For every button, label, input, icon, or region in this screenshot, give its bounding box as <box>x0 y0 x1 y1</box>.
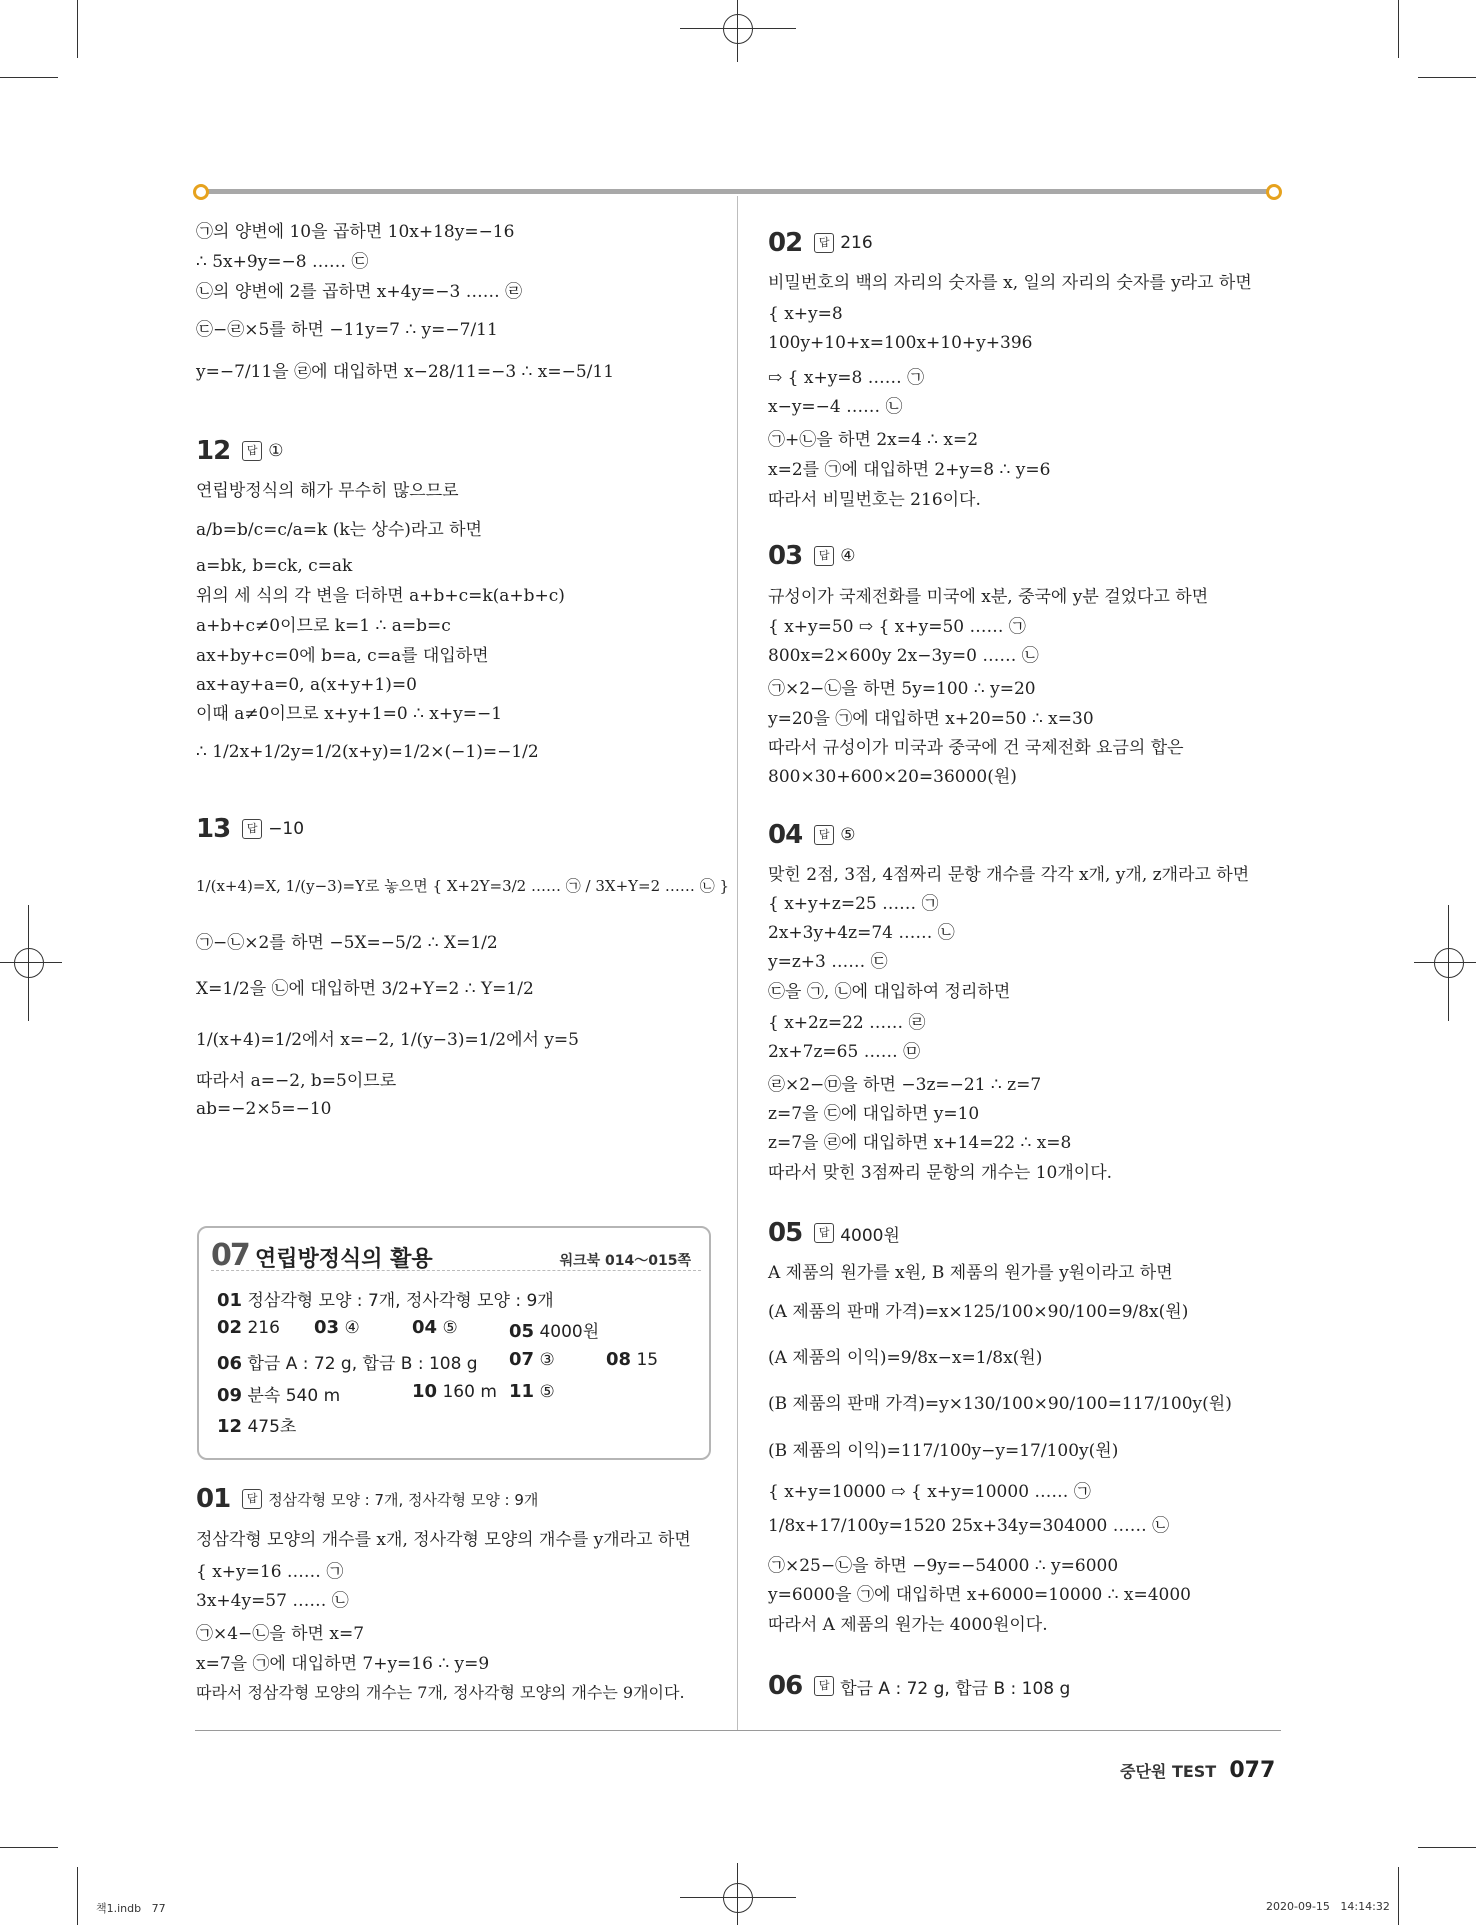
question-number: 12 <box>196 436 231 466</box>
text-line: a=bk, b=ck, c=ak <box>196 556 353 576</box>
text-line: ㉠×2−㉡을 하면 5y=100 ∴ y=20 <box>768 679 1036 699</box>
text-line: { x+y=10000 ⇨ { x+y=10000 …… ㉠ <box>768 1482 1091 1502</box>
question-header <box>768 1218 900 1248</box>
item-answer: ③ <box>539 1350 555 1370</box>
question-number: 06 <box>768 1671 803 1701</box>
item-number: 03 <box>314 1317 340 1338</box>
question-header <box>196 814 304 844</box>
registration-mark <box>723 14 753 44</box>
summary-row <box>217 1286 554 1311</box>
text-line: ∴ 1/2x+1/2y=1/2(x+y)=1/2×(−1)=−1/2 <box>196 742 539 762</box>
text-line: ㉠×4−㉡을 하면 x=7 <box>196 1624 365 1644</box>
text-line: 100y+10+x=100x+10+y+396 <box>768 333 1033 353</box>
question-number: 13 <box>196 814 231 844</box>
answer-badge-icon: 답 <box>814 825 834 845</box>
answer-badge-icon: 답 <box>814 233 834 253</box>
text-line: y=20을 ㉠에 대입하면 x+20=50 ∴ x=30 <box>768 709 1094 729</box>
item-answer: ④ <box>344 1318 360 1338</box>
item-number: 12 <box>217 1416 243 1437</box>
text-line: (B 제품의 판매 가격)=y×130/100×90/100=117/100y(원) <box>768 1394 1232 1414</box>
summary-box-header <box>211 1238 701 1271</box>
crop-mark <box>0 77 58 78</box>
text-line: ㉡의 양변에 2를 곱하면 x+4y=−3 …… ㉣ <box>196 282 523 302</box>
item-answer: 합금 A : 72 g, 합금 B : 108 g <box>247 1354 478 1374</box>
text-line: 2x+7z=65 …… ㉤ <box>768 1042 921 1062</box>
text-line: ㉠의 양변에 10을 곱하면 10x+18y=−16 <box>196 222 515 242</box>
text-line: 2x+3y+4z=74 …… ㉡ <box>768 923 955 943</box>
answer-badge-icon: 답 <box>814 546 834 566</box>
text-line: a+b+c≠0이므로 k=1 ∴ a=b=c <box>196 616 451 636</box>
page-footer <box>1120 1758 1275 1783</box>
summary-row <box>217 1412 296 1437</box>
text-line: 이때 a≠0이므로 x+y+1=0 ∴ x+y=−1 <box>196 704 503 724</box>
crop-mark <box>1398 1867 1399 1925</box>
answer-badge-icon: 답 <box>242 819 262 839</box>
question-header <box>768 541 855 571</box>
item-answer: 160 m <box>442 1382 497 1402</box>
text-line: 따라서 a=−2, b=5이므로 <box>196 1071 397 1091</box>
header-bar <box>203 189 1273 194</box>
registration-mark <box>28 905 29 1021</box>
item-answer: ⑤ <box>539 1382 555 1402</box>
item-number: 02 <box>217 1317 243 1338</box>
text-line: 따라서 정삼각형 모양의 개수는 7개, 정사각형 모양의 개수는 9개이다. <box>196 1683 685 1702</box>
text-line: x−y=−4 …… ㉡ <box>768 397 903 417</box>
summary-box <box>197 1226 711 1460</box>
summary-row <box>217 1381 340 1406</box>
summary-row <box>217 1317 280 1338</box>
text-line: { x+y=16 …… ㉠ <box>196 1562 344 1582</box>
crop-mark <box>1398 0 1399 58</box>
answer-badge-icon: 답 <box>814 1223 834 1243</box>
text-line: ax+ay+a=0, a(x+y+1)=0 <box>196 675 417 695</box>
item-answer: 분속 540 m <box>247 1386 341 1406</box>
text-line: (A 제품의 판매 가격)=x×125/100×90/100=9/8x(원) <box>768 1302 1189 1322</box>
item-answer: 4000원 <box>539 1322 600 1342</box>
registration-mark <box>737 0 738 62</box>
text-line: y=−7/11을 ㉣에 대입하면 x−28/11=−3 ∴ x=−5/11 <box>196 362 615 382</box>
item-answer: ⑤ <box>442 1318 458 1338</box>
header-bar-dot-right <box>1266 184 1282 200</box>
text-line: ax+by+c=0에 b=a, c=a를 대입하면 <box>196 646 489 666</box>
text-line: x=7을 ㉠에 대입하면 7+y=16 ∴ y=9 <box>196 1654 490 1674</box>
registration-mark <box>680 28 796 29</box>
text-line: 규성이가 국제전화를 미국에 x분, 중국에 y분 걸었다고 하면 <box>768 587 1209 607</box>
text-line: 위의 세 식의 각 변을 더하면 a+b+c=k(a+b+c) <box>196 586 565 606</box>
crop-mark <box>77 0 78 58</box>
question-number: 04 <box>768 820 803 850</box>
answer-badge-icon: 답 <box>814 1676 834 1696</box>
text-line: { x+2z=22 …… ㉣ <box>768 1013 926 1033</box>
item-number: 10 <box>412 1381 438 1402</box>
bottom-rule <box>195 1730 1281 1731</box>
text-line: 정삼각형 모양의 개수를 x개, 정사각형 모양의 개수를 y개라고 하면 <box>196 1530 691 1550</box>
footer-label: 중단원 TEST <box>1120 1762 1217 1781</box>
column-divider <box>737 196 738 1730</box>
summary-row <box>606 1349 658 1370</box>
text-line: z=7을 ㉣에 대입하면 x+14=22 ∴ x=8 <box>768 1133 1072 1153</box>
item-answer: 216 <box>247 1318 280 1338</box>
text-line: 1/(x+4)=1/2에서 x=−2, 1/(y−3)=1/2에서 y=5 <box>196 1030 579 1050</box>
workbook-reference: 워크북 014～015쪽 <box>559 1253 691 1269</box>
text-line: 1/8x+17/100y=1520 25x+34y=304000 …… ㉡ <box>768 1516 1170 1536</box>
item-number: 09 <box>217 1385 243 1406</box>
text-line: ⇨ { x+y=8 …… ㉠ <box>768 368 925 388</box>
item-answer: 15 <box>636 1350 659 1370</box>
summary-row <box>217 1349 478 1374</box>
question-number: 01 <box>196 1484 231 1514</box>
text-line: { x+y=8 <box>768 304 843 324</box>
text-line: ∴ 5x+9y=−8 …… ㉢ <box>196 252 369 272</box>
answer-text: 정삼각형 모양 : 7개, 정사각형 모양 : 9개 <box>268 1490 539 1509</box>
answer-text: ⑤ <box>840 825 856 845</box>
text-line: 비밀번호의 백의 자리의 숫자를 x, 일의 자리의 숫자를 y라고 하면 <box>768 273 1252 293</box>
crop-mark <box>1418 77 1476 78</box>
registration-mark <box>1448 905 1449 1021</box>
answer-badge-icon: 답 <box>242 1489 262 1509</box>
item-number: 01 <box>217 1290 243 1311</box>
text-line: 맞힌 2점, 3점, 4점짜리 문항 개수를 각각 x개, y개, z개라고 하면 <box>768 865 1250 885</box>
text-line: A 제품의 원가를 x원, B 제품의 원가를 y원이라고 하면 <box>768 1263 1173 1283</box>
header-bar-dot-left <box>193 184 209 200</box>
question-header <box>768 820 855 850</box>
text-line: ㉠×25−㉡을 하면 −9y=−54000 ∴ y=6000 <box>768 1556 1119 1576</box>
answer-text: −10 <box>268 819 305 839</box>
summary-row <box>509 1349 555 1370</box>
answer-text: 4000원 <box>840 1225 900 1246</box>
text-line: a/b=b/c=c/a=k (k는 상수)라고 하면 <box>196 520 483 540</box>
registration-mark <box>723 1883 753 1913</box>
text-line: 800x=2×600y 2x−3y=0 …… ㉡ <box>768 646 1039 666</box>
question-number: 05 <box>768 1218 803 1248</box>
text-line: z=7을 ㉢에 대입하면 y=10 <box>768 1104 980 1124</box>
print-datetime: 2020-09-15 14:14:32 <box>1266 1900 1390 1913</box>
section-title: 연립방정식의 활용 <box>255 1247 433 1272</box>
text-line: 3x+4y=57 …… ㉡ <box>196 1591 349 1611</box>
text-line: 800×30+600×20=36000(원) <box>768 767 1017 787</box>
registration-mark <box>737 1863 738 1925</box>
text-line: (B 제품의 이익)=117/100y−y=17/100y(원) <box>768 1441 1119 1461</box>
question-number: 02 <box>768 228 803 258</box>
summary-row <box>509 1317 599 1342</box>
text-line: ㉠+㉡을 하면 2x=4 ∴ x=2 <box>768 430 979 450</box>
item-number: 08 <box>606 1349 632 1370</box>
text-line: ㉢을 ㉠, ㉡에 대입하여 정리하면 <box>768 982 1011 1002</box>
summary-row <box>412 1317 458 1338</box>
section-number: 07 <box>211 1238 249 1273</box>
item-number: 06 <box>217 1353 243 1374</box>
text-line: { x+y=50 ⇨ { x+y=50 …… ㉠ <box>768 617 1026 637</box>
text-line: (A 제품의 이익)=9/8x−x=1/8x(원) <box>768 1348 1043 1368</box>
crop-mark <box>1418 1847 1476 1848</box>
question-header <box>768 228 873 258</box>
text-line: ㉠−㉡×2를 하면 −5X=−5/2 ∴ X=1/2 <box>196 933 498 953</box>
text-line: ㉢−㉣×5를 하면 −11y=7 ∴ y=−7/11 <box>196 320 498 340</box>
summary-row <box>314 1317 360 1338</box>
text-line: 1/(x+4)=X, 1/(y−3)=Y로 놓으면 { X+2Y=3/2 …… ㉠ / 3X+Y=2 …… ㉡ } <box>196 877 730 895</box>
registration-mark <box>14 948 44 978</box>
text-line: ab=−2×5=−10 <box>196 1099 332 1119</box>
text-line: 따라서 규성이가 미국과 중국에 건 국제전화 요금의 합은 <box>768 738 1184 758</box>
registration-mark <box>1414 962 1476 963</box>
question-header <box>196 436 283 466</box>
question-header <box>196 1484 538 1514</box>
registration-mark <box>680 1897 796 1898</box>
crop-mark <box>0 1847 58 1848</box>
answer-badge-icon: 답 <box>242 441 262 461</box>
text-line: X=1/2을 ㉡에 대입하면 3/2+Y=2 ∴ Y=1/2 <box>196 979 534 999</box>
text-line: 따라서 비밀번호는 216이다. <box>768 490 981 510</box>
text-line: 따라서 A 제품의 원가는 4000원이다. <box>768 1615 1048 1635</box>
item-number: 07 <box>509 1349 535 1370</box>
question-header <box>768 1671 1070 1701</box>
summary-row <box>509 1381 555 1402</box>
text-line: ㉣×2−㉤을 하면 −3z=−21 ∴ z=7 <box>768 1075 1042 1095</box>
text-line: y=z+3 …… ㉢ <box>768 952 888 972</box>
text-line: { x+y+z=25 …… ㉠ <box>768 894 939 914</box>
question-number: 03 <box>768 541 803 571</box>
registration-mark <box>0 962 62 963</box>
answer-text: ① <box>268 441 284 461</box>
item-number: 11 <box>509 1381 535 1402</box>
text-line: x=2를 ㉠에 대입하면 2+y=8 ∴ y=6 <box>768 460 1051 480</box>
answer-text: ④ <box>840 546 856 566</box>
registration-mark <box>1434 948 1464 978</box>
item-answer: 정삼각형 모양 : 7개, 정사각형 모양 : 9개 <box>247 1291 554 1311</box>
text-line: 연립방정식의 해가 무수히 많으므로 <box>196 481 459 501</box>
answer-text: 합금 A : 72 g, 합금 B : 108 g <box>840 1678 1071 1699</box>
item-number: 05 <box>509 1321 535 1342</box>
answer-text: 216 <box>840 233 873 253</box>
item-number: 04 <box>412 1317 438 1338</box>
item-answer: 475초 <box>247 1417 297 1437</box>
summary-row <box>412 1381 497 1402</box>
crop-mark <box>77 1867 78 1925</box>
page-number: 077 <box>1229 1758 1276 1783</box>
print-file-label: 책1.indb 77 <box>96 1902 166 1915</box>
text-line: 따라서 맞힌 3점짜리 문항의 개수는 10개이다. <box>768 1163 1113 1183</box>
text-line: y=6000을 ㉠에 대입하면 x+6000=10000 ∴ x=4000 <box>768 1585 1191 1605</box>
